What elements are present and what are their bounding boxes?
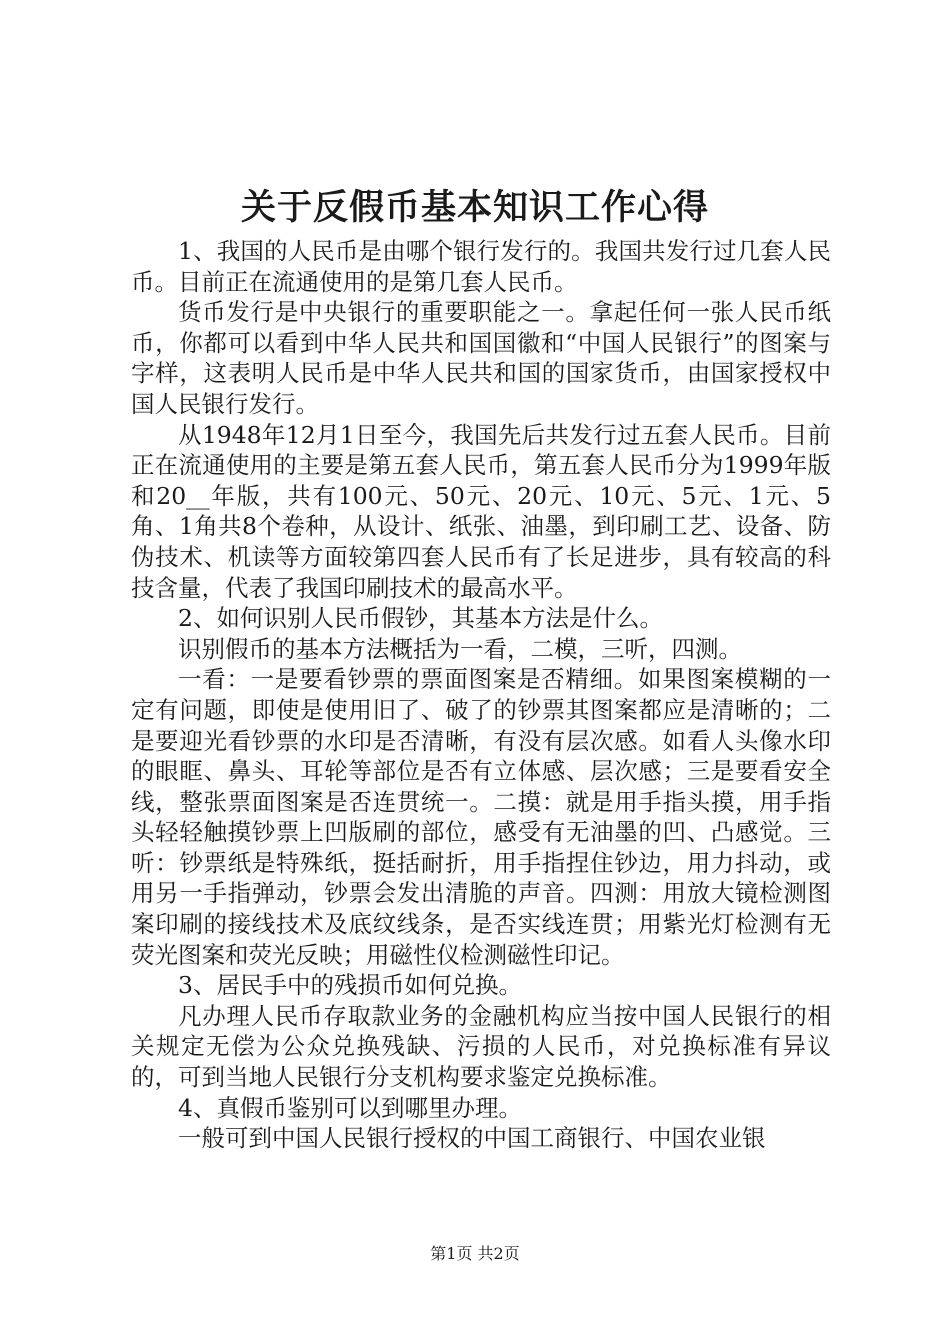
paragraph: 凡办理人民币存取款业务的金融机构应当按中国人民银行的相关规定无偿为公众兑换残缺、污损的人民币，对兑换标准有异议的，可到当地人民银行分支机构要求鉴定兑换标准。 — [131, 1001, 831, 1092]
paragraph: 从1948年12月1日至今，我国先后共发行过五套人民币。目前正在流通使用的主要是第五套人民币，第五套人民币分为1999年版和20__年版，共有100元、50元、20元、10元、5元、1元、5角、1角共8个卷种，从设计、纸张、油墨，到印刷工艺、设备、防伪技术、机读等方面较第四套人民币有了长足进步，具有较高的科技含量，代表了我国印刷技术的最高水平。 — [131, 420, 831, 602]
paragraph: 4、真假币鉴别可以到哪里办理。 — [178, 1093, 522, 1122]
paragraph: 1、我国的人民币是由哪个银行发行的。我国共发行过几套人民币。目前正在流通使用的是第几套人民币。 — [131, 237, 831, 296]
paragraph: 一般可到中国人民银行授权的中国工商银行、中国农业银 — [178, 1124, 766, 1153]
paragraph: 2、如何识别人民币假钞，其基本方法是什么。 — [178, 604, 663, 633]
document-title: 关于反假币基本知识工作心得 — [240, 187, 709, 228]
page-footer: 第1页 共2页 — [430, 1244, 520, 1263]
paragraph: 识别假币的基本方法概括为一看，二模，三听，四测。 — [178, 634, 742, 663]
paragraph: 货币发行是中央银行的重要职能之一。拿起任何一张人民币纸币，你都可以看到中华人民共和国国徽和“中国人民银行”的图案与字样，这表明人民币是中华人民共和国的国家货币，由国家授权中国人民银行发行。 — [131, 298, 831, 418]
paragraph: 3、居民手中的残损币如何兑换。 — [178, 971, 522, 1000]
document-body — [131, 236, 831, 1154]
paragraph: 一看：一是要看钞票的票面图案是否精细。如果图案模糊的一定有问题，即使是使用旧了、破了的钞票其图案都应是清晰的；二是要迎光看钞票的水印是否清晰，有没有层次感。如看人头像水印的眼眶、鼻头、耳轮等部位是否有立体感、层次感；三是要看安全线，整张票面图案是否连贯统一。二摸：就是用手指头摸，用手指头轻轻触摸钞票上凹版刷的部位，感受有无油墨的凹、凸感觉。三听：钞票纸是特殊纸，挺括耐折，用手指捏住钞边，用力抖动，或用另一手指弹动，钞票会发出清脆的声音。四测：用放大镜检测图案印刷的接线技术及底纹线条，是否实线连贯；用紫光灯检测有无荧光图案和荧光反映；用磁性仪检测磁性印记。 — [131, 665, 831, 969]
